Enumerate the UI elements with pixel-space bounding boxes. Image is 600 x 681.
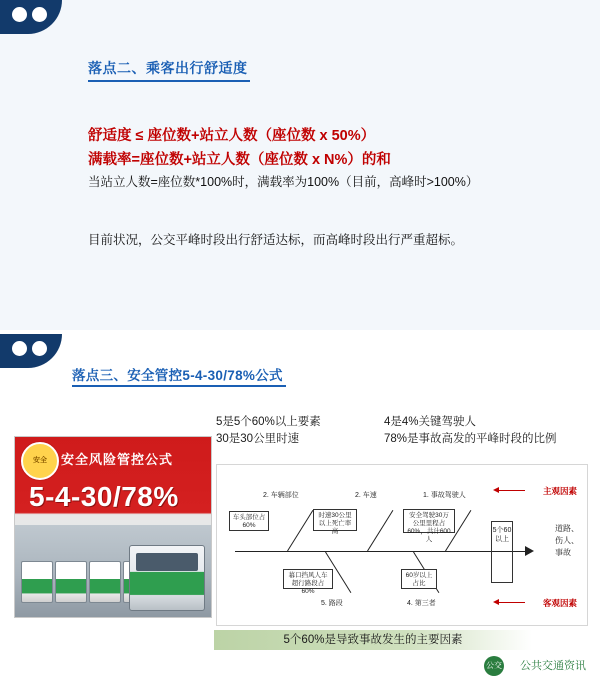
bus-icon — [55, 561, 87, 603]
slide1-title-underline — [88, 80, 250, 82]
diagram-inner-box: 60岁以上占比 — [401, 569, 437, 589]
diagram-inner-box: 时速30公里以上死亡率高 — [313, 509, 357, 531]
red-note-subjective: 主观因素 — [542, 486, 577, 496]
diagram-outcome-box: 5个60以上 — [491, 521, 513, 583]
poster-badge: 安全 — [21, 442, 59, 480]
branch-label-road: 5. 路段 — [321, 600, 343, 607]
slide1-formula-line2: 满载率=座位数+站立人数（座位数 x N%）的和 — [88, 152, 391, 168]
fishbone-diagram — [216, 464, 588, 626]
corner-decoration — [0, 334, 62, 368]
slide1-title: 落点二、乘客出行舒适度 — [88, 60, 248, 76]
corner-circle-icon — [12, 341, 27, 356]
note-left-line2: 30是30公里时速 — [216, 433, 300, 445]
conclusion-banner: 5个60%是导致事故发生的主要因素 — [214, 630, 532, 650]
poster-formula: 5-4-30/78% — [29, 481, 179, 512]
diagram-bone-top — [367, 510, 393, 551]
red-note-objective: 客观因素 — [542, 598, 577, 608]
diagram-inner-box: 安全驾驶30万公里里程占60%，共计600人 — [403, 509, 455, 533]
slide2-title: 落点三、安全管控5-4-30/78%公式 — [72, 368, 283, 383]
bus-front-icon — [129, 545, 205, 611]
diagram-inner-box: 幕口挡风人车超行路段占60% — [283, 569, 333, 589]
diagram-bone-top — [287, 510, 313, 551]
outcome-line2: 伤人、 — [555, 536, 579, 545]
bus-window — [136, 553, 198, 571]
corner-circle-icon — [12, 7, 27, 22]
diagram-inner-box: 车头部位占60% — [229, 511, 269, 531]
slide-safety — [0, 334, 600, 681]
footer — [0, 651, 600, 681]
bus-icon — [89, 561, 121, 603]
note-left-line1: 5是5个60%以上要素 — [216, 416, 321, 428]
note-right-line2: 78%是事故高发的平峰时段的比例 — [384, 433, 557, 445]
branch-label-speed: 2. 车速 — [355, 492, 377, 499]
outcome-line3: 事故 — [555, 548, 571, 557]
footer-logo-icon: 公交 — [484, 656, 504, 676]
diagram-arrowhead — [525, 546, 534, 556]
branch-label-vehicle-part: 2. 车辆部位 — [263, 492, 299, 499]
slide1-body: 目前状况，公交平峰时段出行舒适达标，而高峰时段出行严重超标。 — [88, 233, 464, 247]
safety-poster-image — [14, 436, 212, 618]
slide2-notes — [216, 414, 584, 448]
slide1-note: 当站立人数=座位数*100%时，满载率为100%（目前，高峰时>100%） — [88, 175, 479, 189]
diagram-spine — [235, 551, 527, 552]
corner-circle-icon — [32, 341, 47, 356]
slide1-formula-line1: 舒适度 ≤ 座位数+站立人数（座位数 x 50%） — [88, 128, 376, 144]
poster-bus-fleet — [15, 525, 211, 617]
slide-comfort — [0, 0, 600, 330]
branch-label-driver: 1. 事故驾驶人 — [423, 492, 466, 499]
corner-decoration — [0, 0, 62, 34]
note-right-line1: 4是4%关键驾驶人 — [384, 416, 477, 428]
bus-icon — [21, 561, 53, 603]
poster-title: 安全风险管控公式 — [61, 452, 174, 467]
corner-circle-icon — [32, 7, 47, 22]
red-arrow-bottom — [499, 602, 525, 603]
diagram-outcome-text — [555, 523, 579, 559]
branch-label-third-party: 4. 第三者 — [407, 600, 436, 607]
footer-text: 公共交通资讯 — [520, 660, 586, 672]
slide2-title-underline — [72, 385, 286, 387]
red-arrow-top — [499, 490, 525, 491]
outcome-line1: 道路、 — [555, 524, 579, 533]
